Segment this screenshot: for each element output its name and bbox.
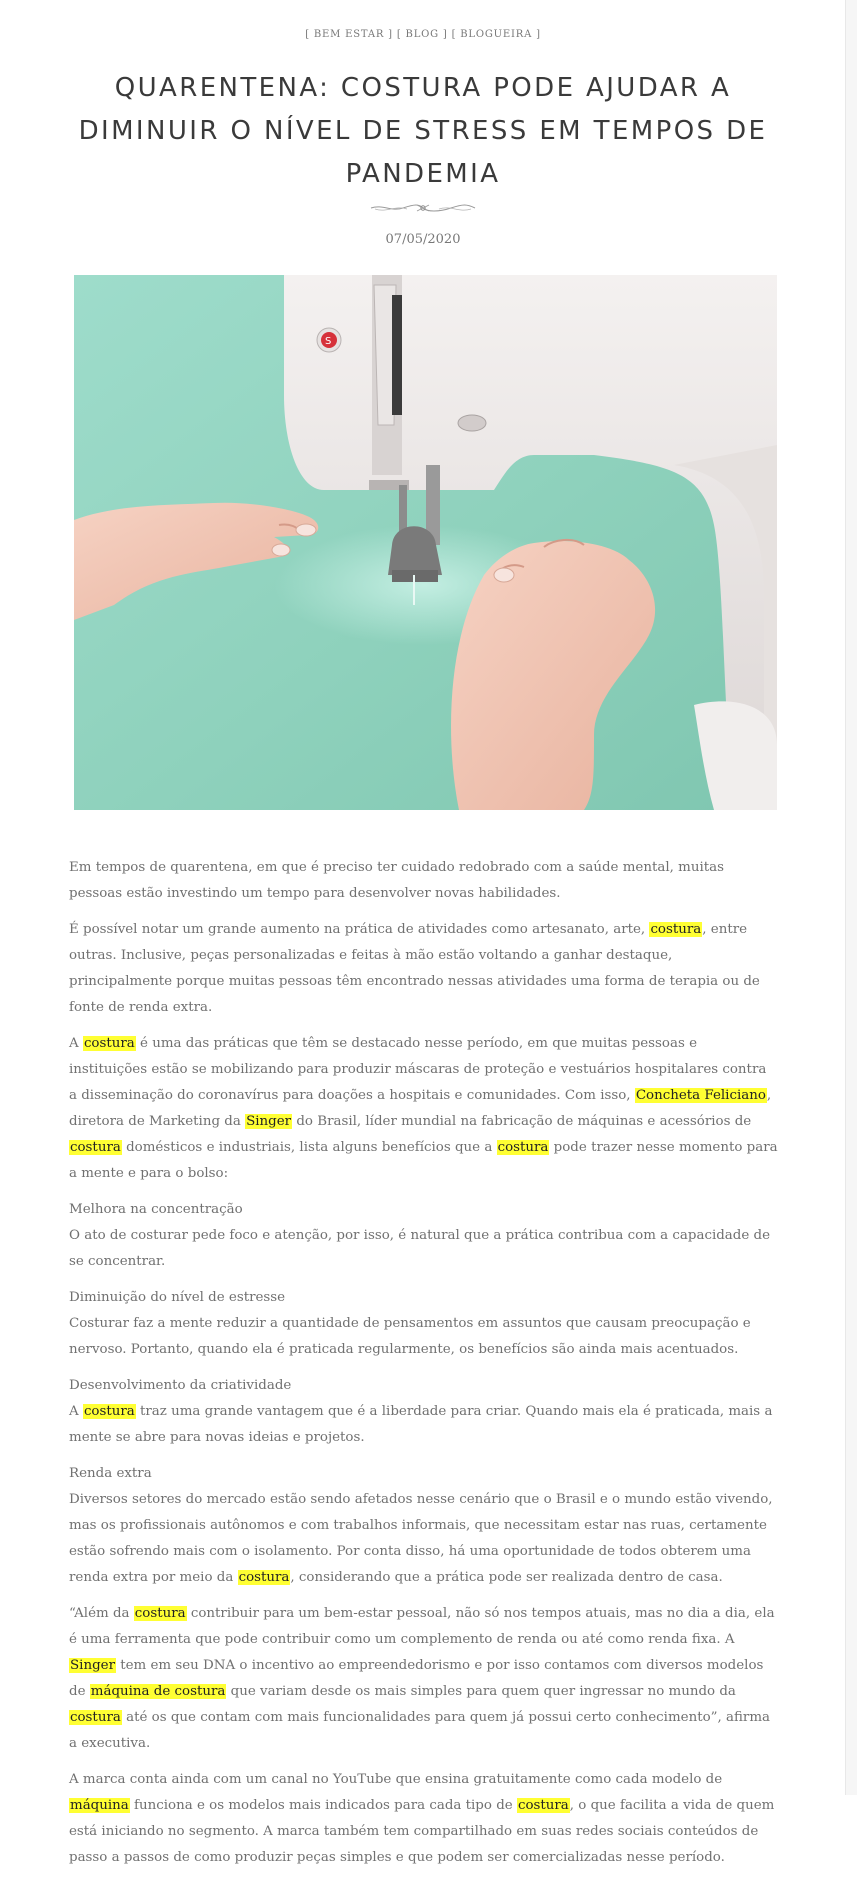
section-extra-income: Renda extra Diversos setores do mercado estão sendo afetados nesse cenário que o Brasil e o mundo estão vivendo, mas os profissionais autônomos e com trabalhos informais, que necessitam estar nas ruas, certamente estão sofrendo mais com o isolamento. Por conta disso, há uma oportunidade de todos obterem uma renda extra por meio da costura, considerando que a prática pode ser realizada dentro de casa. [69,1461,778,1591]
paragraph-intro: Em tempos de quarentena, em que é preciso ter cuidado redobrado com a saúde mental, muitas pessoas estão investindo um tempo para desenvolver novas habilidades. [69,860,724,901]
category-link-blogueira[interactable]: BLOGUEIRA [460,29,533,40]
svg-text:S: S [325,336,332,347]
keyword-highlight: costura [134,1606,186,1621]
keyword-highlight: máquina [70,1798,129,1813]
paragraph-3: A costura é uma das práticas que têm se destacado nesse período, em que muitas pessoas e instituições estão se mobilizando para produzir máscaras de proteção e vestuários hospitalares contra a disseminação do coronavírus para doações a hospitais e comunidades. Com isso, Concheta Feliciano, diretora de Marketing da Singer do Brasil, líder mundial na fabricação de máquinas e acessórios de costura domésticos e industriais, lista alguns benefícios que a costura pode trazer nesse momento para a mente e para o bolso: [69,1036,778,1181]
keyword-highlight: máquina de costura [90,1684,226,1699]
keyword-highlight: costura [70,1140,121,1155]
keyword-highlight: costura [497,1140,549,1155]
keyword-highlight: costura [517,1798,569,1813]
section-heading: Melhora na concentração [69,1202,243,1217]
post-title: QUARENTENA: COSTURA PODE AJUDAR A DIMINUIR O NÍVEL DE STRESS EM TEMPOS DE PANDEMIA [78,73,768,189]
article-body [69,855,778,1881]
section-creativity: Desenvolvimento da criatividade A costura traz uma grande vantagem que é a liberdade para criar. Quando mais ela é praticada, mais a mente se abre para novas ideias e projetos. [69,1373,778,1451]
paragraph-2: É possível notar um grande aumento na prática de atividades como artesanato, arte, costura, entre outras. Inclusive, peças personalizadas e feitas à mão estão voltando a ganhar destaque, principalmente porque muitas pessoas têm encontrado nessas atividades uma forma de terapia ou de fonte de renda extra. [69,922,760,1015]
section-heading: Renda extra [69,1466,152,1481]
section-heading: Diminuição do nível de estresse [69,1290,286,1305]
category-breadcrumb: [ BEM ESTAR ] [ BLOG ] [ BLOGUEIRA ] [305,29,541,40]
keyword-highlight: costura [70,1710,121,1725]
keyword-highlight: costura [83,1036,135,1051]
section-concentration: Melhora na concentração O ato de costurar pede foco e atenção, por isso, é natural que a prática contribua com a capacidade de se concentrar. [69,1197,778,1275]
keyword-highlight: costura [238,1570,290,1585]
keyword-highlight: costura [83,1404,135,1419]
keyword-highlight: costura [650,922,702,937]
paragraph-last: A marca conta ainda com um canal no YouTube que ensina gratuitamente como cada modelo de máquina funciona e os modelos mais indicados para cada tipo de costura, o que facilita a vida de quem está iniciando no segmento. A marca também tem compartilhado em suas redes sociais conteúdos de passo a passos de como produzir peças simples e que podem ser comercializadas nesse período. [69,1772,775,1865]
keyword-highlight: Singer [70,1658,115,1673]
category-link-bem-estar[interactable]: BEM ESTAR [313,29,385,40]
keyword-highlight: Concheta Feliciano [635,1088,766,1103]
keyword-highlight: Singer [246,1114,292,1129]
post-date: 07/05/2020 [385,232,461,247]
scrollbar-track[interactable] [845,0,857,1795]
ornament-divider-icon [369,201,477,215]
section-heading: Desenvolvimento da criatividade [69,1378,292,1393]
paragraph-quote: “Além da costura contribuir para um bem-estar pessoal, não só nos tempos atuais, mas no dia a dia, ela é uma ferramenta que pode contribuir como um complemento de renda ou até como renda fixa. A Singer tem em seu DNA o incentivo ao empreendedorismo e por isso contamos com diversos modelos de máquina de costura que variam desde os mais simples para quem quer ingressar no mundo da costura até os que contam com mais funcionalidades para quem já possui certo conhecimento”, afirma a executiva. [69,1606,775,1751]
category-link-blog[interactable]: BLOG [405,29,439,40]
section-stress: Diminuição do nível de estresse Costurar faz a mente reduzir a quantidade de pensamentos em assuntos que causam preocupação e nervoso. Portanto, quando ela é praticada regularmente, os benefícios são ainda mais acentuados. [69,1285,778,1363]
sewing-machine-photo [74,275,777,810]
